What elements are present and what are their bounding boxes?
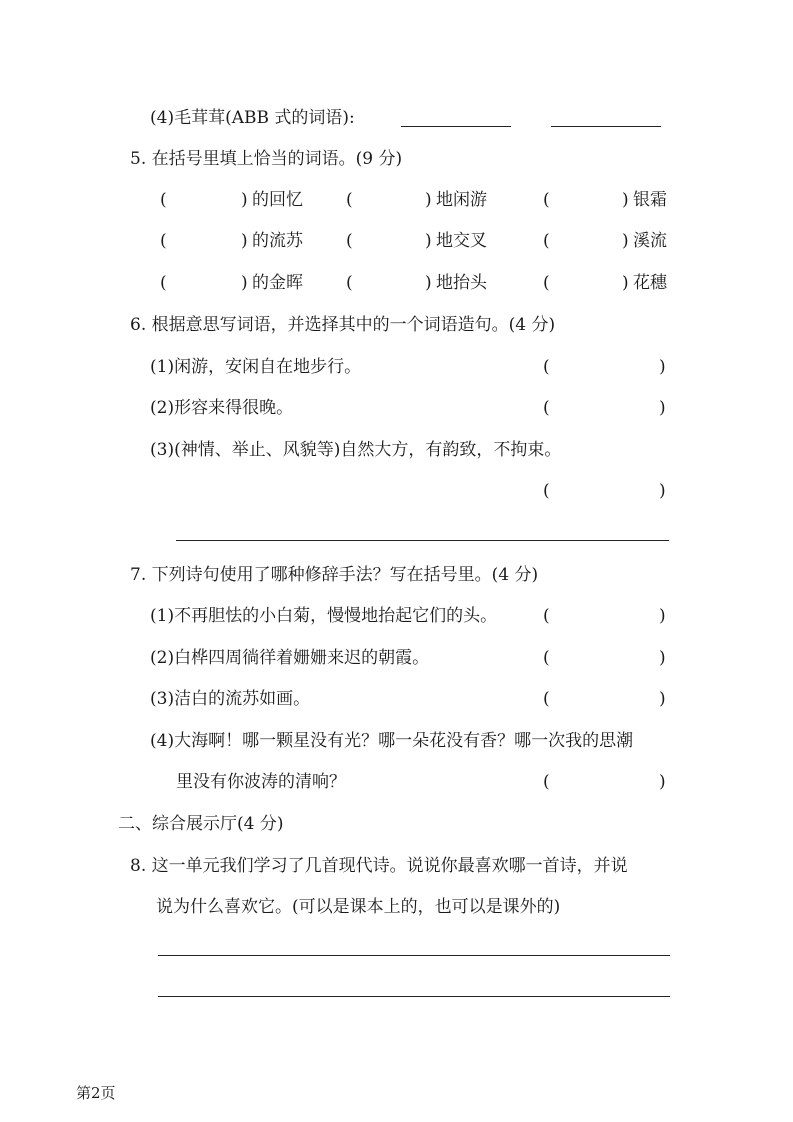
q7-item-2: (2)白桦四周徜徉着姗姗来迟的朝霞。: [150, 648, 430, 668]
open-paren[interactable]: (: [543, 357, 550, 377]
answer-line[interactable]: [158, 996, 670, 997]
answer-blank[interactable]: [401, 126, 511, 127]
q5-blank-paren[interactable]: ): [622, 190, 629, 210]
q5-word: 地交叉: [436, 231, 487, 251]
q5-word: 溪流: [633, 231, 667, 251]
open-paren[interactable]: (: [543, 481, 550, 501]
open-paren[interactable]: (: [543, 772, 550, 792]
q7-item-3: (3)洁白的流苏如画。: [150, 689, 311, 709]
q5-word: 银霜: [633, 190, 667, 210]
q5-blank-paren[interactable]: ): [241, 190, 248, 210]
q6-item-1: (1)闲游，安闲自在地步行。: [150, 357, 362, 377]
q5-blank-paren[interactable]: ): [241, 273, 248, 293]
open-paren: (: [346, 231, 353, 251]
q5-word: 的流苏: [252, 231, 303, 251]
q5-word: 的回忆: [252, 190, 303, 210]
question-5-title: 5. 在括号里填上恰当的词语。(9 分): [130, 149, 403, 169]
open-paren: (: [160, 273, 167, 293]
q5-blank-paren[interactable]: ): [425, 273, 432, 293]
open-paren: (: [543, 273, 550, 293]
q7-item-1: (1)不再胆怯的小白菊，慢慢地抬起它们的头。: [150, 606, 498, 626]
q5-word: 花穗: [633, 273, 667, 293]
q5-blank-paren[interactable]: ): [622, 231, 629, 251]
section-2-title: 二、综合展示厅(4 分): [118, 814, 284, 834]
open-paren[interactable]: (: [543, 689, 550, 709]
q5-blank-paren[interactable]: ): [241, 231, 248, 251]
close-paren: ): [659, 689, 666, 709]
q7-item-4-cont: 里没有你波涛的清响？: [176, 772, 346, 792]
close-paren: ): [659, 606, 666, 626]
question-8-line-2: 说为什么喜欢它。(可以是课本上的，也可以是课外的): [156, 897, 561, 917]
close-paren: ): [659, 398, 666, 418]
q5-word: 的金晖: [252, 273, 303, 293]
open-paren: (: [543, 231, 550, 251]
open-paren[interactable]: (: [543, 648, 550, 668]
question-8-line-1: 8. 这一单元我们学习了几首现代诗。说说你最喜欢哪一首诗，并说: [130, 856, 628, 876]
open-paren: (: [160, 190, 167, 210]
q5-word: 地闲游: [436, 190, 487, 210]
q5-blank-paren[interactable]: ): [425, 190, 432, 210]
close-paren: ): [659, 357, 666, 377]
open-paren: (: [346, 190, 353, 210]
open-paren: (: [543, 190, 550, 210]
answer-blank[interactable]: [551, 126, 661, 127]
q6-item-2: (2)形容来得很晚。: [150, 398, 294, 418]
q5-blank-paren[interactable]: ): [425, 231, 432, 251]
open-paren: (: [346, 273, 353, 293]
close-paren: ): [659, 648, 666, 668]
open-paren: (: [160, 231, 167, 251]
q7-item-4: (4)大海啊！哪一颗星没有光？哪一朵花没有香？哪一次我的思潮: [150, 731, 634, 751]
close-paren: ): [659, 481, 666, 501]
sentence-answer-line[interactable]: [176, 540, 669, 541]
q4-item-4: (4)毛茸茸(ABB 式的词语):: [150, 108, 355, 128]
open-paren[interactable]: (: [543, 398, 550, 418]
open-paren[interactable]: (: [543, 606, 550, 626]
question-6-title: 6. 根据意思写词语，并选择其中的一个词语造句。(4 分): [130, 315, 556, 335]
page-number: 第2页: [76, 1084, 116, 1102]
q5-word: 地抬头: [436, 273, 487, 293]
question-7-title: 7. 下列诗句使用了哪种修辞手法？写在括号里。(4 分): [130, 565, 539, 585]
answer-line[interactable]: [158, 955, 670, 956]
q6-item-3: (3)(神情、举止、风貌等)自然大方，有韵致，不拘束。: [150, 440, 562, 460]
q5-blank-paren[interactable]: ): [622, 273, 629, 293]
close-paren: ): [659, 772, 666, 792]
